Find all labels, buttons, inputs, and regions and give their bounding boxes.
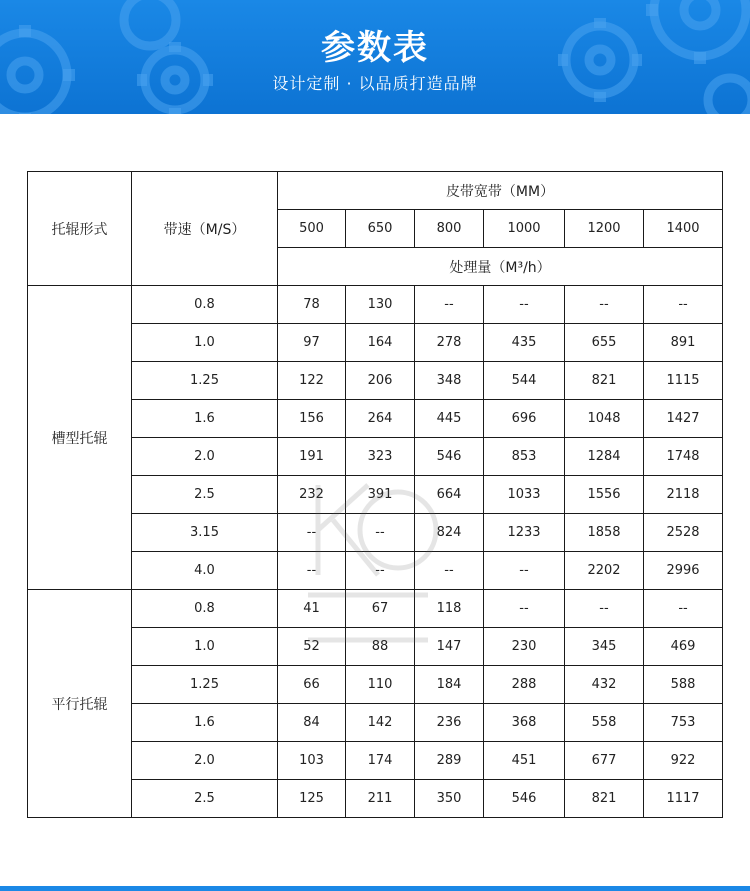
table-row xyxy=(28,628,723,666)
capacity-cell: 174 xyxy=(346,742,415,780)
capacity-cell: 230 xyxy=(484,628,565,666)
header-banner xyxy=(0,0,750,114)
page-title: 参数表 xyxy=(321,28,429,68)
capacity-cell: 664 xyxy=(415,476,484,514)
capacity-cell: -- xyxy=(346,514,415,552)
capacity-cell: 67 xyxy=(346,590,415,628)
capacity-cell: 1233 xyxy=(484,514,565,552)
idler-type-cell: 平行托辊 xyxy=(28,590,132,818)
width-cell: 800 xyxy=(415,210,484,248)
capacity-cell: 66 xyxy=(278,666,346,704)
capacity-cell: 164 xyxy=(346,324,415,362)
capacity-cell: 118 xyxy=(415,590,484,628)
capacity-cell: 588 xyxy=(644,666,723,704)
capacity-cell: 558 xyxy=(565,704,644,742)
capacity-cell: 52 xyxy=(278,628,346,666)
capacity-cell: 350 xyxy=(415,780,484,818)
speed-cell: 0.8 xyxy=(132,286,278,324)
capacity-cell: 469 xyxy=(644,628,723,666)
capacity-cell: 103 xyxy=(278,742,346,780)
table-row xyxy=(28,590,723,628)
capacity-cell: 1556 xyxy=(565,476,644,514)
capacity-cell: 1048 xyxy=(565,400,644,438)
speed-cell: 1.6 xyxy=(132,704,278,742)
capacity-cell: -- xyxy=(565,286,644,324)
capacity-cell: -- xyxy=(644,590,723,628)
capacity-cell: 84 xyxy=(278,704,346,742)
capacity-cell: 445 xyxy=(415,400,484,438)
capacity-cell: -- xyxy=(484,590,565,628)
capacity-cell: 156 xyxy=(278,400,346,438)
capacity-cell: 1115 xyxy=(644,362,723,400)
capacity-cell: 323 xyxy=(346,438,415,476)
capacity-cell: 655 xyxy=(565,324,644,362)
capacity-cell: 853 xyxy=(484,438,565,476)
speed-cell: 2.5 xyxy=(132,780,278,818)
capacity-cell: -- xyxy=(278,514,346,552)
page-subtitle: 设计定制 · 以品质打造品牌 xyxy=(272,74,478,93)
speed-cell: 3.15 xyxy=(132,514,278,552)
speed-cell: 2.0 xyxy=(132,438,278,476)
capacity-cell: 147 xyxy=(415,628,484,666)
capacity-cell: -- xyxy=(644,286,723,324)
capacity-cell: -- xyxy=(484,286,565,324)
speed-cell: 1.6 xyxy=(132,400,278,438)
capacity-cell: 184 xyxy=(415,666,484,704)
capacity-cell: 110 xyxy=(346,666,415,704)
capacity-cell: -- xyxy=(484,552,565,590)
capacity-cell: 544 xyxy=(484,362,565,400)
capacity-cell: 125 xyxy=(278,780,346,818)
table-row xyxy=(28,286,723,324)
width-cell: 1400 xyxy=(644,210,723,248)
header-belt-speed: 带速（M/S） xyxy=(132,172,278,286)
capacity-cell: 278 xyxy=(415,324,484,362)
header-capacity: 处理量（M³/h） xyxy=(278,248,723,286)
capacity-cell: 122 xyxy=(278,362,346,400)
capacity-cell: 88 xyxy=(346,628,415,666)
table-row xyxy=(28,438,723,476)
table-row xyxy=(28,476,723,514)
capacity-cell: 289 xyxy=(415,742,484,780)
speed-cell: 2.0 xyxy=(132,742,278,780)
capacity-cell: 1427 xyxy=(644,400,723,438)
table-row xyxy=(28,400,723,438)
capacity-cell: 368 xyxy=(484,704,565,742)
speed-cell: 2.5 xyxy=(132,476,278,514)
capacity-cell: -- xyxy=(346,552,415,590)
capacity-cell: 1858 xyxy=(565,514,644,552)
capacity-cell: 546 xyxy=(484,780,565,818)
capacity-cell: 391 xyxy=(346,476,415,514)
capacity-cell: 97 xyxy=(278,324,346,362)
capacity-cell: 821 xyxy=(565,780,644,818)
table-row xyxy=(28,362,723,400)
capacity-cell: 2202 xyxy=(565,552,644,590)
parameter-table xyxy=(27,171,723,818)
table-row xyxy=(28,742,723,780)
capacity-cell: 288 xyxy=(484,666,565,704)
capacity-cell: -- xyxy=(278,552,346,590)
table-row xyxy=(28,514,723,552)
capacity-cell: 546 xyxy=(415,438,484,476)
capacity-cell: 2996 xyxy=(644,552,723,590)
capacity-cell: 211 xyxy=(346,780,415,818)
capacity-cell: 451 xyxy=(484,742,565,780)
capacity-cell: 142 xyxy=(346,704,415,742)
capacity-cell: 1117 xyxy=(644,780,723,818)
width-cell: 650 xyxy=(346,210,415,248)
header-belt-width: 皮带宽带（MM） xyxy=(278,172,723,210)
capacity-cell: 2118 xyxy=(644,476,723,514)
capacity-cell: 432 xyxy=(565,666,644,704)
table-row xyxy=(28,552,723,590)
capacity-cell: 753 xyxy=(644,704,723,742)
table-row xyxy=(28,780,723,818)
capacity-cell: 78 xyxy=(278,286,346,324)
speed-cell: 1.25 xyxy=(132,362,278,400)
capacity-cell: 41 xyxy=(278,590,346,628)
width-cell: 1200 xyxy=(565,210,644,248)
table-row xyxy=(28,324,723,362)
capacity-cell: 2528 xyxy=(644,514,723,552)
capacity-cell: 891 xyxy=(644,324,723,362)
capacity-cell: 232 xyxy=(278,476,346,514)
capacity-cell: 206 xyxy=(346,362,415,400)
capacity-cell: 1033 xyxy=(484,476,565,514)
idler-type-cell: 槽型托辊 xyxy=(28,286,132,590)
table-row xyxy=(28,666,723,704)
capacity-cell: 677 xyxy=(565,742,644,780)
capacity-cell: -- xyxy=(415,286,484,324)
capacity-cell: -- xyxy=(415,552,484,590)
capacity-cell: 435 xyxy=(484,324,565,362)
speed-cell: 1.25 xyxy=(132,666,278,704)
capacity-cell: 348 xyxy=(415,362,484,400)
capacity-cell: 696 xyxy=(484,400,565,438)
capacity-cell: 1748 xyxy=(644,438,723,476)
speed-cell: 0.8 xyxy=(132,590,278,628)
capacity-cell: 1284 xyxy=(565,438,644,476)
capacity-cell: 821 xyxy=(565,362,644,400)
capacity-cell: 824 xyxy=(415,514,484,552)
capacity-cell: 191 xyxy=(278,438,346,476)
width-cell: 500 xyxy=(278,210,346,248)
header-idler-type: 托辊形式 xyxy=(28,172,132,286)
capacity-cell: 264 xyxy=(346,400,415,438)
capacity-cell: 130 xyxy=(346,286,415,324)
capacity-cell: 345 xyxy=(565,628,644,666)
table-row xyxy=(28,704,723,742)
capacity-cell: 922 xyxy=(644,742,723,780)
bottom-strip xyxy=(0,886,750,891)
capacity-cell: -- xyxy=(565,590,644,628)
speed-cell: 1.0 xyxy=(132,324,278,362)
speed-cell: 4.0 xyxy=(132,552,278,590)
speed-cell: 1.0 xyxy=(132,628,278,666)
capacity-cell: 236 xyxy=(415,704,484,742)
width-cell: 1000 xyxy=(484,210,565,248)
